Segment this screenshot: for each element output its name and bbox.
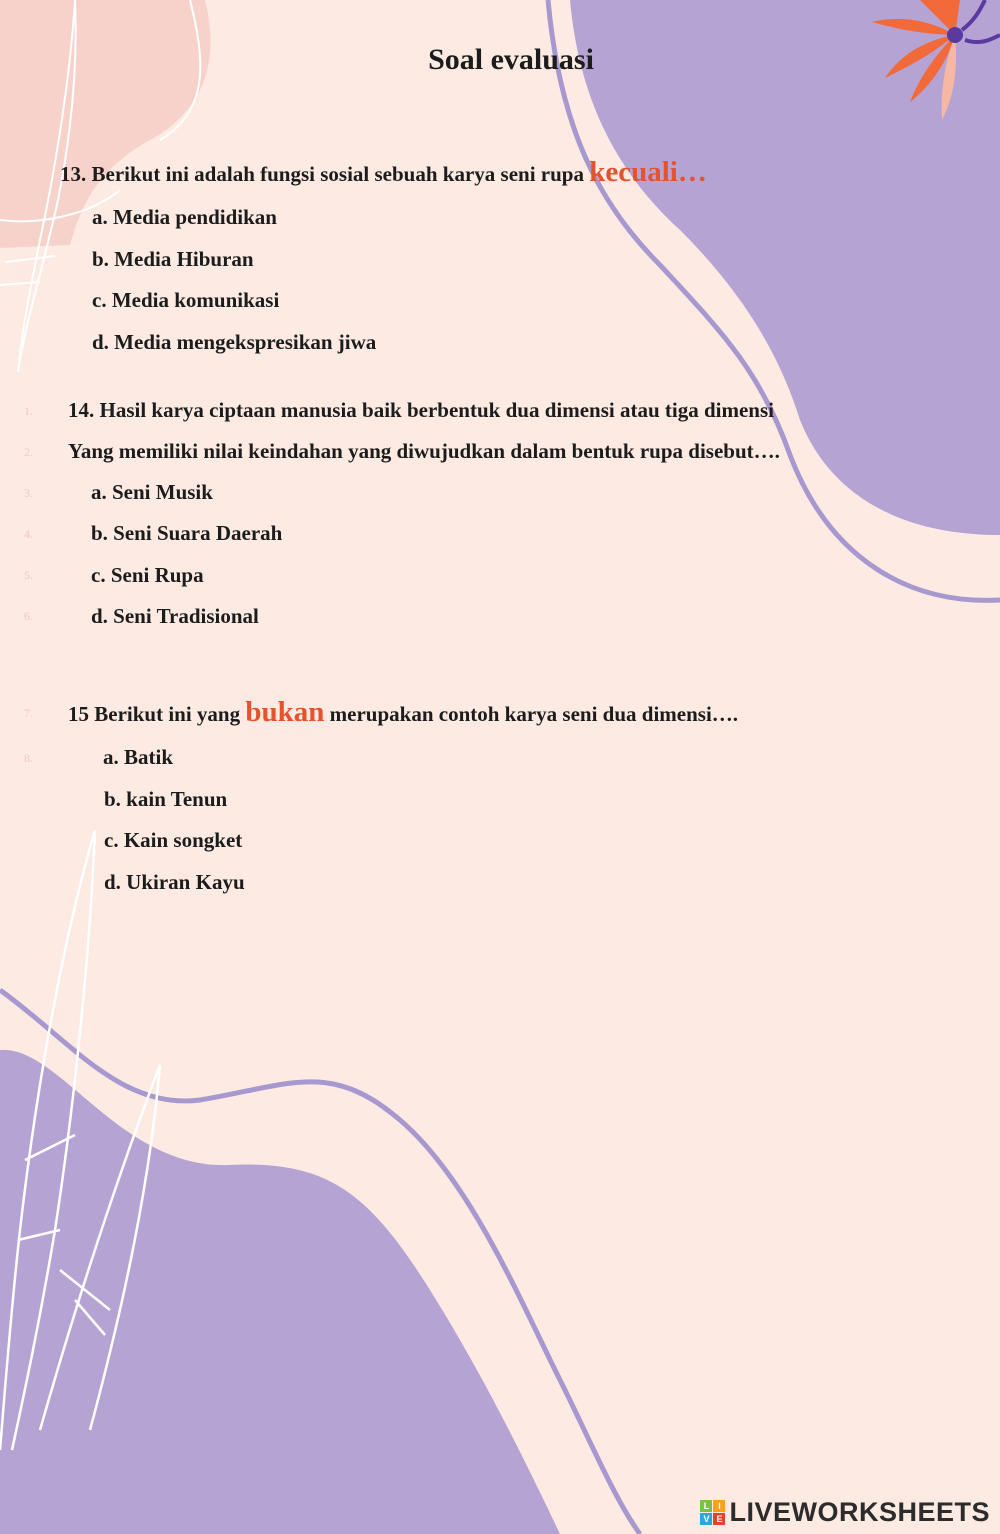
- question-13-highlight: kecuali…: [589, 156, 707, 188]
- question-13-stem: [60, 156, 707, 188]
- line-number: 7.: [24, 706, 33, 720]
- question-13-option-b[interactable]: b. Media Hiburan: [92, 247, 254, 271]
- question-14-stem-line1: 14. Hasil karya ciptaan manusia baik berbentuk dua dimensi atau tiga dimensi: [68, 398, 774, 422]
- question-14-option-a[interactable]: a. Seni Musik: [91, 480, 213, 504]
- brand-text: LIVEWORKSHEETS: [729, 1497, 990, 1527]
- question-15-option-d[interactable]: d. Ukiran Kayu: [104, 870, 245, 894]
- question-15-text-prefix: 15 Berikut ini yang: [68, 702, 241, 726]
- line-number: 3.: [24, 486, 33, 500]
- question-13-text: 13. Berikut ini adalah fungsi sosial sebuah karya seni rupa: [60, 162, 584, 186]
- liveworksheets-logo-icon: [700, 1500, 725, 1525]
- question-14-stem-line2: Yang memiliki nilai keindahan yang diwujudkan dalam bentuk rupa disebut….: [68, 439, 780, 463]
- logo-letter: I: [713, 1500, 725, 1512]
- question-15-option-b[interactable]: b. kain Tenun: [104, 787, 228, 811]
- liveworksheets-brand: [700, 1497, 990, 1528]
- question-13-option-d[interactable]: d. Media mengekspresikan jiwa: [92, 330, 377, 354]
- question-15-option-c[interactable]: c. Kain songket: [104, 828, 243, 852]
- page-title: Soal evaluasi: [428, 43, 594, 76]
- question-13-option-c[interactable]: c. Media komunikasi: [92, 288, 280, 312]
- line-number: 8.: [24, 751, 33, 765]
- lavender-blob-bottom-shape: [0, 1050, 560, 1534]
- question-15-option-a[interactable]: a. Batik: [103, 745, 174, 769]
- question-14-option-c[interactable]: c. Seni Rupa: [91, 563, 204, 587]
- line-number: 1.: [24, 404, 33, 418]
- logo-letter: L: [700, 1500, 712, 1512]
- logo-letter: V: [700, 1513, 712, 1525]
- question-14-option-b[interactable]: b. Seni Suara Daerah: [91, 521, 283, 545]
- line-number: 6.: [24, 609, 33, 623]
- logo-letter: E: [713, 1513, 725, 1525]
- line-number: 2.: [24, 445, 33, 459]
- question-13-option-a[interactable]: a. Media pendidikan: [92, 205, 277, 229]
- question-14-option-d[interactable]: d. Seni Tradisional: [91, 604, 259, 628]
- question-15-stem: [68, 696, 739, 728]
- question-15-text-suffix: merupakan contoh karya seni dua dimensi….: [329, 702, 739, 726]
- line-number: 4.: [24, 527, 33, 541]
- line-number: 5.: [24, 568, 33, 582]
- question-15-highlight: bukan: [245, 696, 325, 728]
